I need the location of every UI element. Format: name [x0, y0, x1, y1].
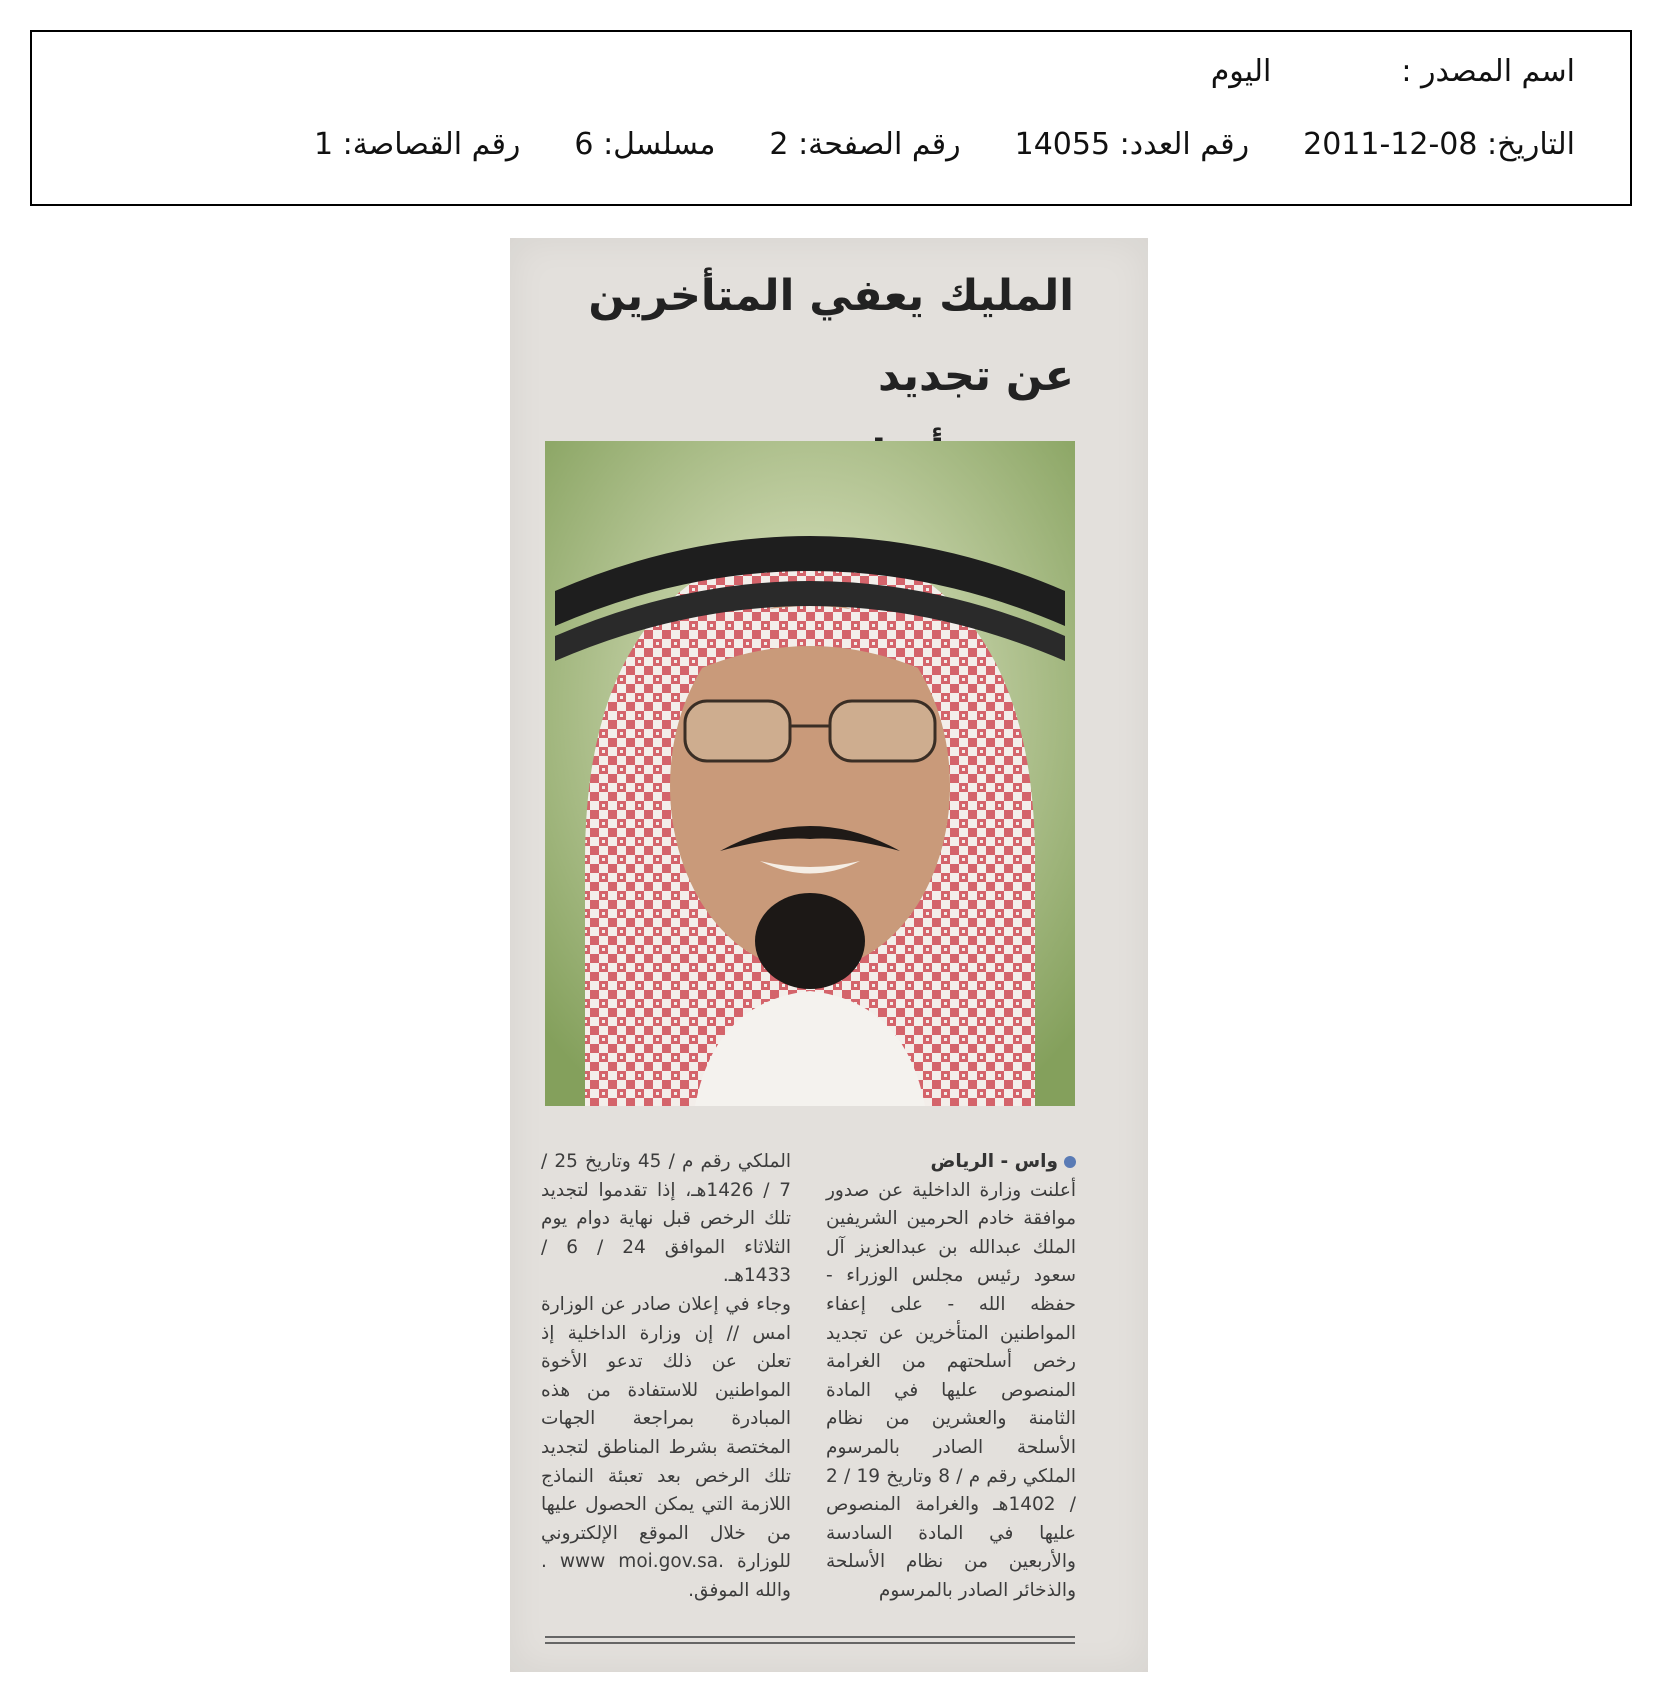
- details-row: [260, 127, 1575, 162]
- bullet-icon: [1064, 1156, 1076, 1168]
- article-body-right: أعلنت وزارة الداخلية عن صدور موافقة خادم الحرمين الشريفين الملك عبدالله بن عبدالعزيز آل سعود رئيس مجلس الوزراء - حفظه الله - على إعفاء المواطنين المتأخرين عن تجديد رخص أسلحتهم من الغرامة المنصوص عليها في المادة الثامنة والعشرين من نظام الأسلحة الصادر بالمرسوم الملكي رقم م / 8 وتاريخ 19 / 2 / 1402هـ والغرامة المنصوص عليها في المادة السادسة والأربعين من نظام الأسلحة والذخائر الصادر بالمرسوم: [826, 1179, 1076, 1601]
- page-field: [769, 127, 960, 162]
- serial-label: مسلسل:: [603, 127, 716, 162]
- portrait-illustration: [545, 441, 1075, 1106]
- article-column-right: [826, 1148, 1076, 1606]
- bottom-rule: [545, 1642, 1075, 1644]
- serial-field: [574, 127, 715, 162]
- source-row: [1211, 54, 1575, 89]
- date-value: 2011-12-08: [1303, 127, 1478, 162]
- serial-value: 6: [574, 127, 594, 162]
- article-body-left-p2: وجاء في إعلان صادر عن الوزارة امس // إن وزارة الداخلية إذ تعلن عن ذلك تدعو الأخوة المواطنين للاستفادة من هذه المبادرة بمراجعة الجهات المختصة بشرط المناطق لتجديد تلك الرخص بعد تعبئة النماذج اللازمة التي يمكن الحصول عليها من خلال الموقع الإلكتروني للوزارة .www moi.gov.sa . والله الموفق.: [541, 1293, 792, 1601]
- article-column-left: [541, 1148, 791, 1606]
- byline-text: واس - الرياض: [930, 1151, 1058, 1172]
- clip-value: 1: [313, 127, 334, 162]
- date-label: التاريخ:: [1487, 127, 1575, 162]
- article-body-left-p1: الملكي رقم م / 45 وتاريخ 25 / 7 / 1426هـ، إذا تقدموا لتجديد تلك الرخص قبل نهاية دوام يوم الثلاثاء الموافق 24 / 6 / 1433هـ.: [541, 1151, 792, 1287]
- page-value: 2: [769, 127, 789, 162]
- page-label: رقم الصفحة:: [798, 127, 961, 162]
- bottom-rule: [545, 1636, 1075, 1638]
- issue-field: [1015, 127, 1249, 162]
- newspaper-clipping: [510, 238, 1148, 1672]
- clip-label: رقم القصاصة:: [342, 127, 521, 162]
- portrait-photo: [545, 441, 1075, 1106]
- issue-label: رقم العدد:: [1119, 127, 1250, 162]
- clipping-metadata-box: [30, 30, 1632, 206]
- date-field: [1303, 127, 1575, 162]
- headline-line-1: المليك يعفي المتأخرين عن تجديد: [588, 271, 1074, 401]
- clip-field: [314, 127, 520, 162]
- source-label: اسم المصدر :: [1401, 54, 1575, 89]
- issue-value: 14055: [1014, 127, 1111, 162]
- source-value: اليوم: [1210, 54, 1272, 89]
- article-byline: [826, 1148, 1076, 1177]
